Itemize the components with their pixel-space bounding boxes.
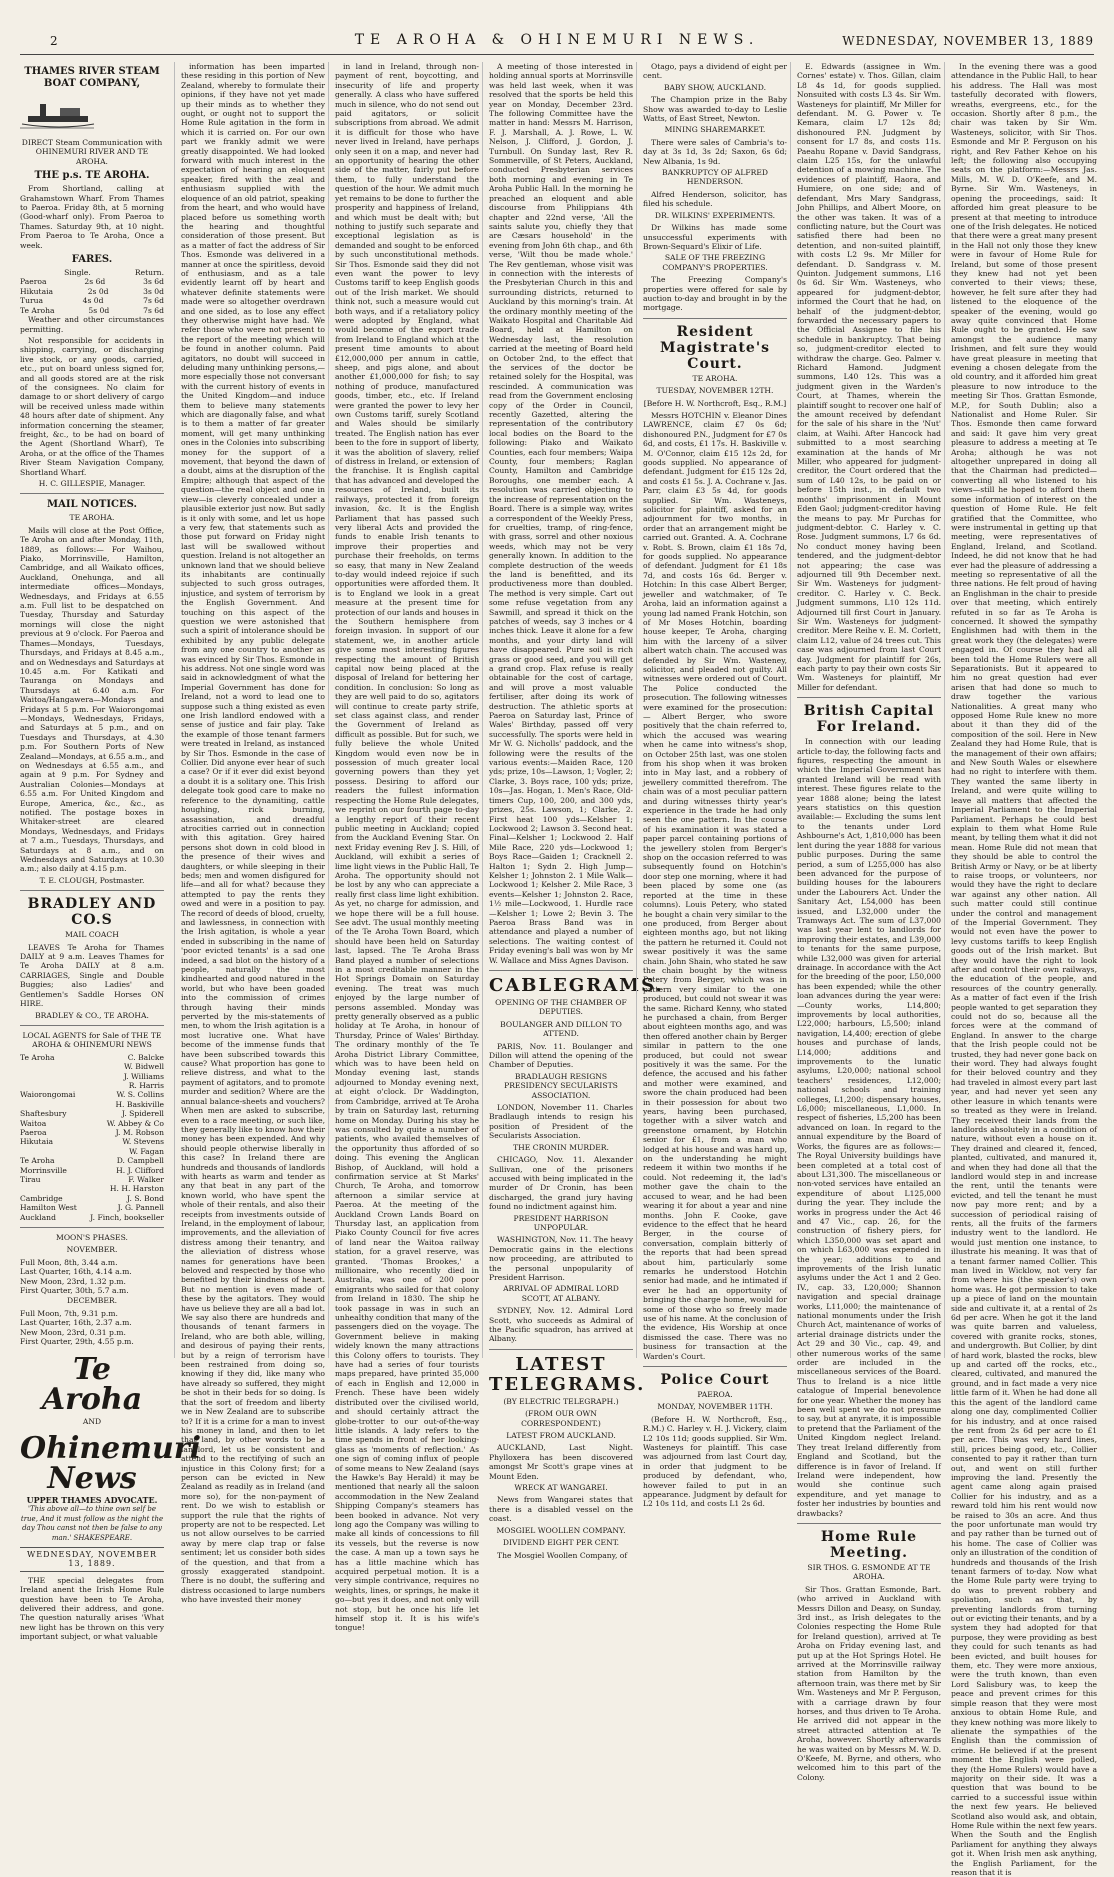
list-item: Auckland J. Finch, bookseller [20,1212,164,1222]
british-capital-text: In connection with our leading article to-day, the following facts and figures, respecting the amount in which the Imperial Government has granted Ireland will be read with interest. These figures relate to the year 1888 alone; being the latest years statistics on this question available:— Excluding the sums lent to the tenants under Lord Ashbourne's Act, 1,810,000 has been lent during the year 1888 for various public purposes. During the same period, a sum of L255,000 has also been advanced for the purpose of building houses for the labourers under the Labourers Act. Under the Sanitary Act, L54,000 has been issued, and L32,000 under the Tramways Act. The sum of L37,000 was last year lent to landlords for improving their estates, and L39,000 to tenants for the same purpose, while L32,000 was given for arterial drainage. In accordance with the Act for the breeding of the poor, L50,000 has been expended; while the other loan advances during the year were:—County works, L14,800; improvements by local authorities, L22,000; harbours, L5,500; inland navigation, L4,400; erection of glebe houses and purchase of lands, L14,000; additions and improvements to the lunatic asylums, L20,000; national school teachers' residences, L12,000; national schools and training colleges, L1,200; dispensary houses, L6,000; miscellaneous, L1,000. In respect of fisheries, L5,200 has been advanced on loan. In regard to the annual expenditure by the Board of Works, the figures are as follows:—The Royal University buildings have been completed at a total cost of about L31,300. The miscellaneous or non-voted services have entailed an expenditure of about L125,000 during the year. They include the works in progress under the Act 46 and 47 Vic., cap. 26, for the construction of fishery piers, for which L350,000 was set apart and on which L63,000 was expended in the year; additions to and improvements of the Irish lunatic asylums under the Act 1 and 2 Geo. IV., cap. 33, L20,000; Shannon navigation and special drainage works, L11,000; the maintenance of national monuments under the Irish Church Act, maintenance of works of arterial drainage districts under the Act 29 and 30 Vic., cap. 49, and other numerous works of the same order are included in the miscellaneous services of the Board. Thus to Ireland is a nice little catalogue of Imperial benevolence for one year. Whether the money has been well spent we do not presume to say, but at anyrate, it is impossible to pretend that the Parliament of the United Kingdom neglect Ireland. They treat Ireland differently from England and Scotland, but the difference is in favor of Ireland. If Ireland were independent, how would she continue such expenditure, and yet manage to foster her industries by bounties and drawbacks? [797,737,941,1518]
moon-item: New Moon, 23rd, 0.31 p.m. [20,1327,126,1337]
vessel-name: THE p.s. TE AROHA. [34,170,150,182]
steamer-illustration [20,94,164,134]
postmaster-sign: T. E. CLOUGH, Postmaster. [39,875,145,885]
court-continued: E. Edwards (assignee in Wm. Cornes' estate) v. Thos. Gillan, claim L8 4s 1d, for goods supplied. Nonsuited with costs L3 4s. Sir Wm. Wasteneys for plaintiff, Mr Miller for defendant. M. G. Power v. Te Kemara, claim L7 12s 8d; dishonoured P.N. Judgment by consent for L7 8s, and costs 11s. Paeahu Ropane v. David Sandgrass, claim L25 15s, for the unlawful detention of a mowing machine. The evidences of plaintiff, Haora, and Humiere, on one side; and of defendant, Mrs Mary Sandgrass, John Phillips, and Albert Moore, on the other was taken. It was of a conflicting nature, but the Court was satisfied there had been no detention, and non-suited plaintiff, with costs L2 9s. Mr Miller for defendant. D. Sandgrass v. M. Quinton. Judgement summons, L16 0s 6d. Sir Wm. Wasteneys, who appeared for judgment-debtor, informed the Court that he had, on behalf of the judgment-debtor, forwarded the necessary papers to the Official Assignee to file his schedule in bankruptcy. That being so, judgment-creditor elected to withdraw the charge. Geo. Palmer v. Richard Hamond. Judgment summons, L40 12s. This was a judgment given in the Warden's Court, at Thames, wherein the plaintiff sought to recover one half of the amount received by defendant for the sale of his share in the 'Nut' claim, at Waihi. After Hancock had submitted to a most searching examination at the hands of Mr Miller, who appeared for judgment-creditor, the Court ordered that the sum of L40 12s, to be paid on or before 15th inst., in default two months' imprisonment in Mount Eden Gaol; judgment-creditor having the means to pay. Mr Purchas for judgment-debtor. C. Harley v. C. Rose. Judgment summons, L7 6s 6d. No conduct money having been tendered, and the judgment-debtor not appearing; the case was adjourned till 9th December next. Sir Wm. Wasteneys for judgment-creditor. C. Harley v. C. Beck. Judgment summons, L10 12s 11d. Adjourned till first Court in January. Sir Wm. Wasteneys for judgment-creditor. Mere Reihe v. E. M. Corlett, claim L12, value of 24 trees cut. This case was adjourned from last Court day. Judgment for plaintiff for 26s, each party to pay their own costs Sir Wm. Wasteneys for plaintiff, Mr Miller for defendant. [797,62,941,692]
list-item: Hamilton West J. G. Pannell [20,1203,164,1213]
court-date: TUESDAY, NOVEMBER 12TH. [656,386,774,396]
divider [797,1523,941,1524]
leader-continued: information has been imparted these residing in this portion of New Zealand, whereby to formulate their opinions, if they have not yet made up their minds as to whether they ought, or ought not to support the Home Rule agitation in the form in which it is carried on. For our own part we frankly admit we were greatly disappointed. We had looked forward with much interest in the expectation of hearing an eloquent speaker, fired with the zeal and enthusiasm supplied with the eloquence of an old patriot, speaking from the heart, and who would have placed before us something worth the hearing and thoughtful consideration of those present. But as a matter of fact the address of Sir Thos. Esmonde was delivered in a manner at once the spiritless, devoid of enthusiasm, and as a tale evidently learnt off by heart and whatever definite statements were made were so altogether overdrawn and one sided, as to lose any effect they otherwise might have had. We refer those who were not present to the report of the meeting which will be found in another column. Paid agitators, no doubt will succeed in deluding many unthinking persons,—more especially those not conversant with the current history of events in the United Kingdom—and induce them to believe many statements which are diagonally false, and what is to them a matter of far greater moment, will get many unthinking ones in the Colonies into subscribing money for the support of a movement, that beyond the dawn of a doubt, aims at the disruption of the Empire; although that aspect of the question—the real object and one in view—is cleverly concealed under a plausible exterior just now. But sadly is it only with some, and let us hope a very few, that statements such as those put forward on Friday night last will be swallowed without question. Ireland is not altogether an unknown land that we should believe its inhabitants are continually subjected to such gross outrages, injustice, and system of terrorism by the English Government. And touching on this aspect of the question we were astonished that such a spirit of intolerance should be exhibited by any public delegate from any one country to another as was evinced by Sir Thos. Esmonde in his address. Not one single word was said in acknowledgment of what the Imperial Government has done for Ireland, not a word to lead one to suppose such a thing existed as even one Irish landlord endowed with a sense of justice and fair play. Take the example of those tenant farmers were treated in Ireland, as instanced by Sir Thos. Esmonde in the case of Collier. Did anyone ever hear of such a case? Or if it ever did exist beyond a doubt it is a solitary one. This Irish delegate took good care to make no reference to the dynamiting, cattle houghing, rick burning, assassination, and dreadful atrocities carried out in connection with this agitation. Grey haired persons shot down in cold blood in the presence of their wives and daughters, or while sleeping in their beds; men and women disfigured for life—and all for what? because they attempted to pay the rents they owed and were in a position to pay. The record of deeds of blood, cruelty, and lawlessness, in connection with the Irish agitation, is whole a year ended in subscribing in the name of 'poor evicted tenants' is a sad one indeed, a sad blot on the history of a people, naturally the most kindhearted and good natured in the world, but who have been goaded into the commission of crimes through having their minds perverted by the mis-statements of men, to whom the Irish agitation is a most lucrative one. What have become of the immense funds that have been subscribed towards this cause? What proportion has gone to relieve distress, and what to the payment of agitators, and to promote murder and sedition? Where are the annual balance-sheets and vouchers? When men are asked to subscribe, even to a race meeting, or such like, they generally like to know how their money has been expended. And why should people otherwise liberally in this case? In Ireland there are hundreds and thousands of landlords with hearts as warm and tender as any that beat in any part of the known world, who have spent the whole of their rentals, and also their receipts from investments outside of Ireland, in the employment of labour, improvements, and the alleviation of distress among their tenantry, and the alleviation of distress whose names for generations have been beloved and respected by those who benefited by their kindness of heart. But no mention is even made of these by the agitators. They would have us believe they are all a bad lot. We say also there are hundreds and thousands of tenant farmers in Ireland, who are both able, willing, and desirous of paying their rents, but by a reign of terrorism have been restrained from doing so, knowing if they did, like many who have already so suffered, they might be shot in their beds for so doing. Is that the sort of freedom and liberty we in New Zealand are to subscribe to? If it is a crime for a man to invest his money in land, and then to let that land, by other words to be a landlord, let us be consistent and attend to the rectifying of such an injustice in this Colony first; for a person can be evicted in New Zealand as readily as in Ireland (and more so), for the non-payment of rent. Do we wish to establish or support the rule that the rights of property are not to be respected. Let us not allow ourselves to be carried away by mere clap trap or false sentiment; let us consider both sides of the question, and that from a grossly exaggerated standpoint. There is no doubt, the suffering and distress occasioned to large numbers who have invested their money [181,62,326,1605]
home-rule-sub: SIR THOS. G. ESMONDE AT TE AROHA. [807,1562,931,1582]
list-item: Te Aroha C. Balcke [20,1052,164,1062]
leader-text: THE special delegates from Ireland anent the Irish Home Rule question have been to Te Aroha, delivered their address, and gone. The question naturally arises 'What new light has be thrown on this very important subject, or what valuable [20,1575,164,1642]
home-rule-title: Home Rule Meeting. [820,1528,918,1561]
telegram-heading: MINING SHAREMARKET. [664,125,766,135]
telegram-text: The Freezing Company's properties were offered for sale by auction to-day and brought in by the mortgage. [643,275,787,313]
list-item: Waitoa W. Abbey & Co [20,1118,164,1128]
telegram-text: News from Wangarei states that there is a disabled vessel on the coast. [489,1495,633,1524]
masthead-name-1: Te Aroha [41,1351,143,1417]
list-item: Te Aroha D. Campbell [20,1156,164,1166]
cable-heading: PRESIDENT HARRISON UNPOPULAR. [513,1213,609,1232]
list-item: Cambridge J. S. Bond [20,1193,164,1203]
home-rule-continued: In the evening there was a good attendance in the Public Hall, to hear his address. The Hall was most tastefully decorated with flowers, wreaths, evergreens, etc., for the occasion. Shortly after 8 p.m., the chair was taken by Sir Wm. Wasteneys, solicitor, with Sir Thos. Esmonde and Mr P. Ferguson on his right, and Rev Father Kehoe on his left; the following also occupying seats on the platform:—Messrs Jas. Mills, M. W. D. O'Keefe, and M. Byrne. Sir Wm. Wasteneys, in opening the proceedings, said: It afforded him great pleasure to be present at that meeting to introduce one of the Irish delegates. He noticed that there were a great many present in the Hall not only those they knew were in favour of Home Rule for Ireland, but some of those present they knew had not yet been converted to their views; these, however, he felt sure after they had listened to the eloquence of the speaker of the evening, would go away quite convinced that Home Rule ought to be granted. He saw amongst the audience many Irishmen, and felt sure they would have great pleasure in meeting that evening a chosen delegate from the old country, and it afforded him great pleasure to now introduce to the meeting Sir Thos. Grattan Esmonde, M.P., for South Dublin; also a Nationalist and Home Ruler. Sir Thos. Esmonde then came forward and said: It gave him very great pleasure to address a meeting at Te Aroha; although he was not altogether unprepared in doing all that the Chairman had predicted—converting all who listened to his views—still he hoped to afford them some information of interest on the question of Home Rule. He felt gratified that the Committee, who were instrumental in getting up that meeting, were representatives of England, Ireland, and Scotland. Indeed, he did not know that he had ever had the pleasure of addressing a meeting so representative of all the three nations. He felt proud of having an Englishman in the chair to preside over that meeting, which entirely refuted in so far as Te Aroha is concerned. It showed the sympathy Englishmen had with them in the great work they (the delegates) were engaged in. Of course they had all been told the Home Rulers were all Separationists. But it appeared to him no great question had ever arisen that had done so much to draw together the various Nationalities. A great many who opposed Home Rule knew no more about it than they did of the composition of the soil. Here in New Zealand they had Home Rule, that is the management of their own affairs; and New South Wales or elsewhere had no right to interfere with them. They wanted the same liberty in Ireland, and were quite willing to leave all matters that affected the Imperial Parliament to the Imperial Parliament. Perhaps he could best explain to them what Home Rule meant, by telling them what it did not mean. Home Rule did not mean that they should be able to control the British Army or Navy, or be at liberty to raise troops, or volunteers, nor would they have the right to declare war against any other nation. All such matter could still continue under the control and management of the Imperial Government. They would not even have the power to levy customs tariffs to keep English goods out of the Irish market. But they would have the right to look after and control their own railways, the education of the people, and resources of the country generally. As a matter of fact even if the Irish people wanted to get separation they could not do so, because all the forces were at the command of England. In answer to the charge that the Irish people could not be trusted, they had never gone back on their word. They had always fought for their beloved country and they had traveled in almost every part last year, and had never yet seen any other leasure in which tenants were so treated as they were in Ireland. They received their lands from the landlords absolutely in a condition of nature, without even a house on it. They drained and cleared it, fenced, planted, cultivated, and manured it, and when they had done all that the landlord would step in and increase the rent, until the tenants were evicted, and tell the tenant he must now pay more rent; and by a succession of periodical raising of rents, all the fruits of the farmers industry went to the landlord. He would just mention one instance, to illustrate his meaning. It was that of a tenant farmer named Collier. This man lived in Wicklow, not very far from where his (the speaker's) own home was. He got permission to take up a piece of land on the mountain side and cultivate it, at a rental of 2s 6d per acre. When he got it the land was quite barren and valueless, covered with granite rocks, stones, and undergrowth. But Collier, by dint of hard work, blasted the rocks, blew up and carted off the rocks, etc., cleared, cultivated, and manured the ground, and in fact made a very nice little farm of it. When he had done all this the agent of the landlord came along one day, complimented Collier for his industry, and at once raised the rent from 2s 6d per acre to £1 per acre. This was very hard lines, still, prices being good, etc., Collier consented to pay it rather than turn out, and went on still further improving the land. Presently the agent came along again praised Collier for his industry, and as a reward told him his rent would now be raised to 30s an acre. And thus the poor unfortunate man would try and pay rather than be turned out of his home. The case of Collier was only an illustration of the condition of hundreds and thousands of the Irish tenant farmers of to-day. Now what the Home Rule party were trying to do was to prevent robbery and spoliation, such as that, by preventing landlords from turning out or evicting their tenants, and by a system they had adopted for that purpose, they were providing as best they could for such tenants as had been evicted, and built houses for them, etc. They were more anxious, were the truth known, than even Lord Salisbury was, to keep the peace and prevent crimes for this simple reason that they were most anxious to obtain Home Rule, and they knew nothing was more likely to alienate the sympathies of the English than the commission of crime. He believed if at the present moment the English were polled, they (the Home Rulers) would have a majority on their side. It was a question that was bound to be carried to a successful issue within the next few years. He believed Scotland also would ask, and obtain, Home Rule within the next few years. When the South and the English Parliament for anything they always got it. When Irish men ask anything, the English Parliament, for the reason that it is [951,62,1097,1877]
court-title: Resident Magistrate's Court. [659,323,770,372]
steamboat-icon [20,94,164,134]
bradley-sub: MAIL COACH [65,930,119,940]
police-place: PAEROA. [697,1390,733,1399]
list-item: J. Williams [123,1071,164,1081]
cable-heading: BOULANGER AND DILLON TO ATTEND. [500,1019,622,1039]
divider [20,1227,164,1228]
telegram-text: Alfred Henderson, solicitor, has filed his schedule. [643,189,787,209]
ship-service: DIRECT Steam Communication with OHINEMURI RIVER AND TE AROHA. [21,138,163,166]
mail-title: MAIL NOTICES. [47,499,137,511]
masthead [20,28,1094,55]
divider [20,1025,164,1026]
police-date: MONDAY, NOVEMBER 11TH. [657,1402,773,1412]
moon-month: DECEMBER. [66,1296,118,1306]
manager-sign: H. C. GILLESPIE, Manager. [38,479,146,488]
cable-heading: BRADLAUGH RESIGNS PRESIDENCY SECULARISTS ASSOCIATION. [504,1071,618,1100]
telegram-heading: WRECK AT WANGAREI. [514,1483,608,1493]
list-item: Waiorongomai W. S. Collins [20,1090,164,1100]
local-news-2: A meeting of those interested in holding annual sports at Morrinsville was held last week, when it was resolved that the sports be held this year on Monday, December 23rd. The following Committee have the matter in hand: Messrs M. Harrison, F. J. Marshall, A. J. Rowe, L. W. Nelson, J. Clifford, J. Gordon, J. Turnbull. On Sunday last, Rev R. Sommerville, of St Peters, Auckland, conducted Presbyterian services both morning and evening in Te Aroha Public Hall. In the morning he preached an eloquent and able discourse from Philippians 4th chapter and 22nd verse, 'All the saints salute you, chiefly they that are Cæsars household' in the evening from John 6th chap., and 6th verse, 'Wilt thou be made whole.' The Rev gentleman, whose visit was in connection with the interests of the Presbyterian Church in this and surrounding districts, returned to Auckland by this morning's train. At the ordinary monthly meeting of the Waikato Hospital and Charitable Aid Board, held at Hamilton on Wednesday last, the resolution carried at the meeting of Board held on October 2nd, to the effect that the services of the doctor be retained solely for the Hospital, was rescinded. A communication was read from the Government enclosing copy of the Order in Council, recently Gazetted, altering the representation of the contributory local bodies on the Board to the following: Piako and Waikato Counties, each four members; Waipa County, four members; Raglan County, Hamilton and Cambridge Boroughs, one member each. A resolution was carried objecting to the increase of representation on the Board. There is a simple way, writes a correspondent of the Weekly Press, for cruelties, tramp, of ring-fence, with grass, sorrel and other noxious weeds, which may not be very generally known. In addition to the complete destruction of the weeds the land is benefitted, and its productiveness more than doubled. The method is very simple. Cart out some refuse vegetation from any Sawmill, and spread it thick on the patches of weeds, say 3 inches or 4 inches thick. Leave it alone for a few months, and your dirty land will have disappeared. Pure soil is rich grass or good seed, and you will get a grand crop. Flax refuse is really obtainable for the cost of cartage, and will prove a most valuable fertiliser, after doing its work of destruction. The athletic sports at Paeroa on Saturday last, Prince of Wales' Birthday, passed off very successfully. The sports were held in Mr W. G. Nicholls' paddock, and the following were the results of the various events:—Maiden Race, 120 yds; prize, 10s—Lawson, 1; Vogler, 2; Clarke, 3. Boys race, 100 yds; prize, 10s—Jas. Hogan, 1. Men's Race, Old-timers Cup, 100, 200, and 300 yds, prizes, 25s. Lawson, 1; Clarke, 2. First heat 100 yds—Kelsher 1; Lockwood 2; Lawson 3. Second heat. Final—Kelsher 1; Lockwood 2. Half Mile Race, 220 yds—Lockwood 1; Boys Race—Gaiden 1; Cracknell 2. Halton 1; Sydn 2. High Jump—Kelsher 1; Johnston 2. 1 Mile Walk—Lockwood 1; Kelsher 2. Mile Race, 3 events—Kelsher 1; Johnston 2. Race, 1½ mile—Lockwood, 1. Hurdle race—Kelsher 1; Lowe 2; Bevin 3. The Paeroa Brass Band was in attendance and played a number of selections. The waiting contest of Friday evening's ball was won by Mr W. Wallace and Miss Agnes Davison. [489,62,633,965]
moon-item: Full Moon, 8th, 3.44 a.m. [20,1257,118,1267]
list-item: H. Baskiville [115,1099,164,1109]
list-item: W. Fagan [129,1146,164,1156]
telegram-heading: BABY SHOW, AUCKLAND. [663,82,767,92]
agents-title: LOCAL AGENTS for Sale of THE TE AROHA & OHINEMURI NEWS [22,1030,162,1050]
fare-row: Turua 4s 0d 7s 6d [20,296,164,306]
moon-title: MOON'S PHASES. [56,1233,128,1243]
divider [489,970,633,971]
latest-telegrams-title: LATEST TELEGRAMS. [489,1353,646,1395]
cable-heading: THE CRONIN MURDER. [513,1142,609,1152]
telegram-text: There were sales of Cambria's to-day at 3s 1d, 3s 2d; Saxon, 6s 6d; New Albania, 1s 9d. [643,137,787,166]
column-4 [482,62,664,1560]
cable-text: LONDON, November 11. Charles Bradlaugh intends to resign his position of President of the Secularists Association. [489,1103,633,1141]
fare-row: Hikutaia 2s 0d 3s 0d [20,286,164,296]
telegram-heading: MOSGIEL WOOLLEN COMPANY. [496,1525,626,1535]
latest-sub: (BY ELECTRIC TELEGRAPH.) [503,1396,619,1406]
local-news: in land in Ireland, through non-payment of rent, boycotting, and insecurity of life and property generally. A class who have suffered much in silence, who do not send out paid agitators, or solicit subscriptions from abroad. We admit it is difficult for those who have never lived in Ireland, have perhaps only seen it on a map, and never had an opportunity of hearing the other side of the matter, fairly put before them, to fully understand the question of the hour. We admit much yet remains to be done to further the prosperity and happiness of Ireland, and which must be dealt with; but nothing to justify such separate and exceptional legislation as is demanded and sought to be enforced by such unconstitutional methods. Sir Thos. Esmonde said they did not even want the power to levy Customs tariff to keep English goods out of the Irish market. We should think not, such a measure would cut both ways, and if a retaliatory policy were adopted by England, what would become of the export trade from Ireland to England which at the present time amounts to about £12,000,000 per annum in cattle, sheep, and pigs alone, and about another £1,000,000 for fish; to say nothing of produce, manufactured goods, timber, etc., etc. If Ireland were granted the power to levy her own Customs tariff, surely Scotland and Wales should be similarly treated. The English nation has ever been to the fore in support of liberty, it was the abolition of slavery, relief of distress in Ireland, or extension of the franchise. It is English capital that has advanced and developed the resources of Ireland, built its railways, protected it from foreign invasion, &c. It is the English Parliament that has passed such very liberal Acts and provided the funds to enable Irish tenants to improve their properties and purchase their freeholds, on terms so easy, that many in New Zealand to-day would indeed rejoice if such opportunities were afforded them. It is to England we look in a great measure at the present time for protection of our lands and houses in the Southern hemisphere from foreign invasion. In support of our statement, we, in another article give some most interesting figures respecting the amount of British capital now being placed at the disposal of Ireland for bettering her condition. In conclusion: So long as they are well paid to do so, agitators will continue to create party strife, set class against class, and render the Government of Ireland as difficult as possible. But for such, we fully believe the whole United Kingdom would even now be in possession of much greater local governing powers than they yet possess. Desiring to afford our readers the fullest information respecting the Home Rule delegates, we reprint on our fourth page to-day a lengthy report of their recent public meeting in Auckland; copied from the Auckland Evening Star. On next Friday evening Rev J. S. Hill, of Auckland, will exhibit a series of lime light views in the Public Hall, Te Aroha. The opportunity should not be lost by any who can appreciate a really first class lime light exhibition. As yet, no charge for admission, and we hope there will be a full house. See advt. The usual monthly meeting of the Te Aroha Town Board, which should have been held on Saturday last, lapsed. The Te Aroha Brass Band played a number of selections in a most creditable manner in the Hot Springs Domain on Saturday evening. The treat was much enjoyed by the large number of persons assembled. Monday was pretty generally observed as a public holiday at Te Aroha, in honour of Thursday, Prince of Wales' Birthday. The ordinary monthly of the Te Aroha District Library Committee, which was to have been held on Monday evening last, stands adjourned to Monday evening next, at eight o'clock. Dr Waddington, from Cambridge, arrived at Te Aroha by train on Saturday last, returning home on Monday. During his stay he was consulted by quite a number of patients, who availed themselves of the opportunity thus afforded of so doing. This evening the Anglican Bishop, of Auckland, will hold a confirmation service at St Marks' Church, Te Aroha, and tomorrow afternoon a similar service at Paeroa. At the meeting of the Auckland Crown Lands Board on Thursday last, an application from Piako County Council for five acres of land near the Waitoa railway station, for a gravel reserve, was granted. 'Thomas Brookes,' a millionaire, who recently died in Australia, was one of 200 poor emigrants who sailed for that colony from Ireland in 1830. The ship he took passage in was in such an unhealthy condition that many of the passengers died on the voyage. The Government believe in making widely known the many attractions this Colony offers to tourists. They have had a series of four tourists maps prepared, have printed 35,000 of each in English and 12,000 in French. These have been widely distributed over the civilised world, and should certainly attract the globe-trotter to our out-of-the-way little islands. A lady refers to the time spends in front of her looking-glass as 'moments of reflection.' As one sign of coming influx of people of some means to New Zealand (says the Hawke's Bay Herald) it may be mentioned that nearly all the saloon accommodation in the New Zealand Shipping Company's steamers has been booked in advance. Not very long ago the Company was willing to make all kinds of concessions to fill its vessels, but the reverse is now the case. A man up a town says he has a little machine which has acquired perpetual motion. It is a very simple contrivance, requires no weights, lines, or springs, he make it go—but yes it does, and not only will not stop, but he once his life let himself stop it. It is his wife's tongue! [335,62,479,1633]
cable-text: CHICAGO, Nov. 11. Alexander Sullivan, one of the prisoners accused with being implicated in the murder of Dr Cronin, has been discharged, the grand jury having found no indictment against him. [489,1155,633,1212]
court-report: Messrs HOTCHIN v. Eleanor Dines LAWRENCE, claim £7 0s 6d; dishonoured P.N., Judgment for £7 0s 6d, and costs, £1 17s. H. Baskiville v. M. O'Connor, claim £15 12s 2d, for goods supplied. No appearance of defendant. Judgment for £15 12s 2d, and costs £1 5s. J. A. Cochrane v. Jas. Parr, claim £3 5s 4d, for goods supplied. Sir Wm. Wasteneys, solicitor for plaintiff, asked for an adjournment for two months, in order that an arrangement might be carried out. Granted. A. A. Cochrane v. Robt. S. Brown, claim £1 18s 7d, for goods supplied. No appearance of defendant. Judgment for £1 18s 7d, and costs 16s 6d. Berger v. Hotchin: In this case Albert Berger, jeweller and watchmaker, of Te Aroha, laid an information against a young lad named Frank Hotchin, son of Mr Moses Hotchin, boarding house keeper, Te Aroha, charging him with the larceny of a silver albert watch chain. The accused was defended by Sir Wm. Wasteney, solicitor, and pleaded not guilty. All witnesses were ordered out of Court. The Police conducted the prosecution. The following witnesses were examined for the prosecution:— Albert Berger, who swore positively that the chain referred to, which the accused was wearing when he came into witness's shop, on October 25th last, was one stolen from his shop when it was broken into in May last, and a robbery of jewellery committed therefrom. The chain was of a most peculiar pattern and during witnesses thirty year's experience in the trade he had only seen the one pattern. In the course of his examination it was stated a paper parcel containing portions of the jewellery stolen from Berger's shop on the occasion referred to was subsequently found on Hotchin's door step one morning, where it had been placed by some one (as reported at the time in these columns). Louis Petery, who stated he bought a chain very similar to the one produced, from Berger about eighteen months ago, but not liking the pattern he returned it. Could not swear positively it was the same chain. John Shain, who stated he saw the chain bought by the witness Petery from Berger, which was in pattern very similar to the one produced, but could not swear it was the same. Richard Kenny, who stated he purchased a chain, from Berger about eighteen months ago, and was then offered another chain by Berger similar in pattern to the one produced, but could not swear positively it was the same. For the defence, the accused and his father and mother were examined, and swore the chain produced had been in their possession for about two years, having been purchased, together with a silver watch and greenstone ornament, by Hotchin senior for £1, from a man who lodged at his house and was hard up, on the understanding he might redeem it within two months if he could. Not redeeming it, the lad's mother gave the chain to the accused to wear, and he had been wearing it for about a year and nine months. John F. Cooke, gave evidence to the effect that he heard Berger, in the course of conversation, complain bitterly of the reports that had been spread about him, particularly some remarks he understood Hotchin senior had made, and he intimated if ever he had an opportunity of bringing the charge home, would for some of those who so freely made use of his name. At the conclusion of the evidence, His Worship at once dismissed the case. There was no business for transaction at the Warden's Court. [643,410,787,1361]
list-item: Tirau F. Walker [20,1175,164,1184]
fare-row: Te Aroha 5s 0d 7s 6d [20,305,164,315]
list-item: H. H. Harston [109,1184,164,1194]
bradley-title: BRADLEY AND CO.S [27,896,157,929]
telegram-heading: BANKRUPTCY OF ALFRED HENDERSON. [662,168,768,187]
divider [20,493,164,494]
cablegrams-title: CABLEGRAMS. [489,975,664,996]
cable-heading: ARRIVAL OF ADMIRAL LORD SCOTT, AT ALBANY. [503,1284,619,1303]
column-2 [174,62,326,1605]
mail-place: TE AROHA. [69,513,115,523]
moon-item: New Moon, 23rd, 1.32 p.m. [20,1276,126,1286]
moon-item: Last Quarter, 16th, 2.37 a.m. [20,1318,132,1328]
column-6 [790,62,941,1782]
ad-title: THAMES RIVER STEAM BOAT COMPANY, [24,66,160,89]
divider [643,318,787,319]
divider [797,697,941,698]
list-item: Paeroa J. M. Robson [20,1127,164,1137]
moon-item: Last Quarter, 16th, 4.14 a.m. [20,1267,132,1277]
newspaper-title: TE AROHA & OHINEMURI NEWS. [354,32,760,48]
terms-text: Not responsible for accidents in shipping, carrying, or discharging live stock, or any goods, carried, etc., put on board unless signed for, and all goods stored are at the risk of the consignees. No claim for damage to or short delivery of cargo will be received unless made within 48 hours after date of shipment. Any information concerning the steamer, freight, &c., to be had on board of the Agent (Shortland Wharf), Te Aroha, or at the office of the Thames River Steam Navigation Company, Shortland Wharf. [20,335,164,477]
court-place: TE AROHA. [692,373,738,383]
cable-text: SYDNEY, Nov. 12. Admiral Lord Scott, who succeeds as Admiral of the Pacific squadron, has arrived at Albany. [489,1306,633,1344]
home-rule-text: Sir Thos. Grattan Esmonde, Bart. (who arrived in Auckland with Messrs Dillon and Deasy, on Sunday, 3rd inst., as Irish delegates to the Colonies respecting the Home Rule for Ireland question), arrived at Te Aroha on Friday evening last, and put up at the Hot Springs Hotel. He arrived at the Morrinsville railway station from Hamilton by the afternoon train, was there met by Sir Wm. Wasteneys and Mr P. Ferguson, with a carriage drawn by four horses, and thus driven to Te Aroha. He arrived did not appear in the street attracted attention at Te Aroha, however. Shortly afterwards he was waited on by Messrs M. W. D. O'Keefe, M. Byrne, and others, who welcomed him to this part of the Colony. [797,1584,941,1782]
telegram-heading: DIVIDEND EIGHT PER CENT. [502,1538,620,1548]
column-3 [328,62,479,1633]
telegram-text: The Mosgiel Woollen Company, of [497,1550,628,1560]
moon-item: First Quarter, 29th, 4.55 p.m. [20,1337,134,1347]
police-report: (Before H. W. Northcroft, Esq., R.M.) C. Harley v. H. J. Vickery, claim L2 10s 11d; goods supplied. Sir Wm. Wasteneys for plaintiff. This case was adjourned from last Court day, in order that judgment to be produced by defendant, who, however failed to put in an appearance. Judgment by default for L2 10s 11d, and costs L1 2s 6d. [643,1414,787,1509]
cable-text: PARIS, Nov. 11. Boulanger and Dillon will attend the opening of the Chamber of Deputies. [489,1041,633,1070]
list-item: Morrinsville H. J. Clifford [20,1165,164,1175]
divider [489,1349,633,1350]
mail-body: Mails will close at the Post Office, Te Aroha on and after Monday, 11th, 1889, as follows:— For Waihou, Piako, Morrinsville, Hamilton, Cambridge, and all Waikato offices, Auckland, Onehunga, and all intermediate offices—Mondays, Wednesdays, and Fridays at 6.55 a.m. Full list to be despatched on Tuesday, Thursday and Saturday mornings will close the night previous at 9 o'clock. For Paeroa and Thames—Mondays, Tuesdays, Thursdays, and Fridays at 8.45 a.m., and on Wednesdays and Saturdays at 10.45 a.m. For Katikati and Tauranga on Mondays and Thursdays at 6.40 a.m. For Waitoa/Hangawera—Mondays and Fridays at 5 p.m. For Waiorongomai—Mondays, Wednesdays, Fridays, and Saturdays at 5 p.m., and on Tuesdays and Thursdays, at 4.30 p.m. For Southern Ports of New Zealand—Mondays, at 6.55 a.m., and on Wednesdays at 6.55 a.m., and again at 9 p.m. For Sydney and Australian Colonies—Mondays at 6.55 a.m. For United Kingdom and Europe, America, &c., &c., as notified. The postage boxes in Whitaker-street are cleared Mondays, Wednesdays, and Fridays at 7 a.m., Tuesdays, Thursdays, and Saturdays at 8 a.m., and on Wednesdays and Saturdays at 10.30 a.m.; also daily at 4.15 p.m. [20,525,164,874]
telegram-text: Otago, pays a dividend of eight per cent. [643,62,787,81]
column-7 [944,62,1097,1877]
moon-item: First Quarter, 30th, 5.7 a.m. [20,1286,129,1296]
schedule-text: From Shortland, calling at Grahamstown Wharf. From Thames to Paeroa. Friday 8th, at 5 morning (Good-wharf only). From Paeroa to Thames. Saturday 9th, at 10 night. From Paeroa to Te Aroha, Once a week. [20,184,164,250]
moon-item: Full Moon, 7th, 9.31 p.m. [20,1308,118,1318]
british-capital-title: British Capital For Ireland. [803,703,935,736]
fares-header: Single. Return. [64,268,164,278]
divider [643,1366,787,1367]
agents-list [20,1053,164,1222]
divider [20,890,164,891]
court-before: [Before H. W. Northcroft, Esq., R.M.] [643,398,787,408]
issue-date: WEDNESDAY, NOVEMBER 13, 1889 [842,34,1094,48]
column-5 [636,62,787,1509]
motto-quote: 'This above all—to thine own self be true, And it must follow as the night the day Thou canst not then be false to any man.' SHAKESPEARE. [20,1505,164,1542]
bradley-body: LEAVES Te Aroha for Thames DAILY at 9 a.m. Leaves Thames for Te Aroha DAILY at 8 a.m. CARRIAGES, Single and Double Buggies; also Ladies' and Gentlemen's Saddle Horses ON HIRE. [20,942,164,1009]
masthead-and: AND [82,1416,102,1426]
police-court-title: Police Court [660,1372,770,1388]
page-columns [20,62,1097,1877]
masthead-name-2: Ohinemuri News [20,1430,201,1496]
page-number: 2 [50,34,58,48]
moon-month: NOVEMBER. [66,1245,118,1255]
advocate-line: UPPER THAMES ADVOCATE. [26,1494,158,1505]
telegram-text: AUCKLAND, Last Night. Phylloxera has been discovered amongst Mr Scott's grape vines at Mount Eden. [489,1443,633,1481]
fares-title: FARES. [71,254,113,266]
weather-note: Weather and other circumstances permitting. [20,315,164,334]
telegram-heading: DR. WILKINS' EXPERIMENTS. [654,210,776,220]
column-1 [20,62,201,1642]
cable-heading: OPENING OF THE CHAMBER OF DEPUTIES. [495,998,627,1017]
list-item: R. Harris [128,1080,164,1090]
issue-dateline: WEDNESDAY, NOVEMBER 13, 1889. [20,1547,164,1572]
telegram-heading: SALE OF THE FREEZING COMPANY'S PROPERTIES. [662,253,768,272]
list-item: W. Bidwell [123,1062,164,1072]
telegram-heading: LATEST FROM AUCKLAND. [506,1431,616,1441]
cable-text: WASHINGTON, Nov. 11. The heavy Democratic gains in the elections now proceeding, are attributed to the personal unpopularity of President Harrison. [489,1235,634,1282]
telegram-text: The Champion prize in the Baby Show was awarded to-day to Leslie Watts, of East Street, Newton. [643,95,787,124]
list-item: Shaftesbury J. Spiderell [20,1109,164,1119]
bradley-sign: BRADLEY & CO., TE AROHA. [35,1010,149,1020]
fare-row: Paeroa 2s 6d 3s 6d [20,277,164,287]
list-item: Hikutaia W. Stevens [20,1137,164,1147]
latest-sub: (FROM OUR OWN CORRESPONDENT.) [521,1409,601,1428]
telegram-text: Dr Wilkins has made some unsuccessful experiments with Brown-Sequard's Elixir of Life. [643,223,787,251]
